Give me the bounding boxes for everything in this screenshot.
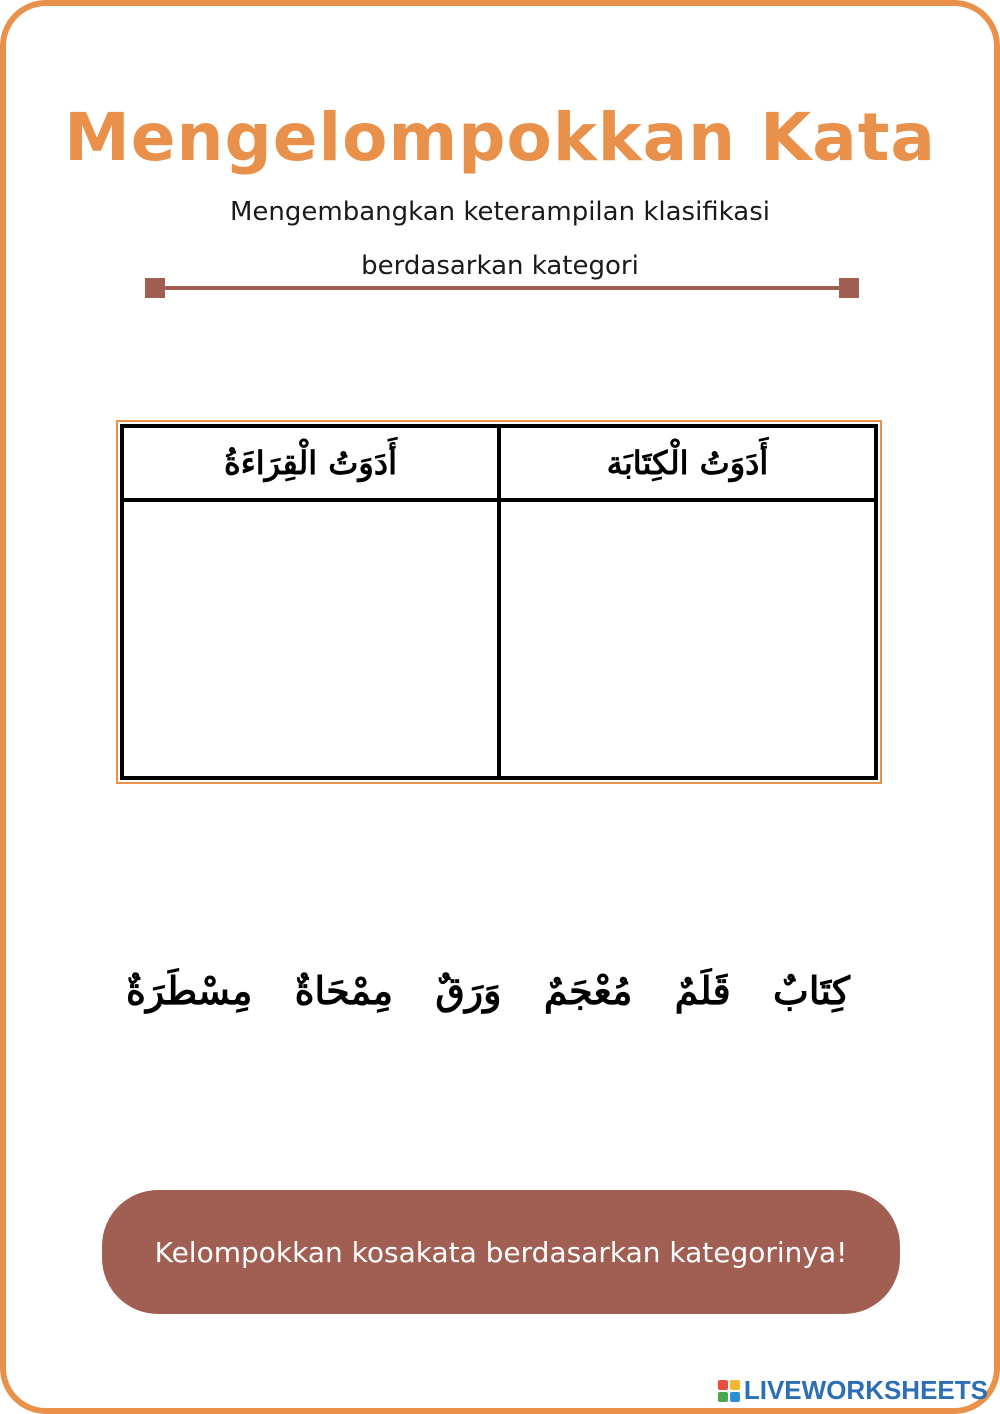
word-bank	[100, 945, 900, 1035]
word-card[interactable]: مِسْطَرَةٌ	[126, 967, 253, 1013]
word-card[interactable]: قَلَمٌ	[674, 967, 731, 1013]
title-divider	[145, 278, 859, 298]
column-header-writing-tools: أَدَوَتُ الْكِتَابَة	[499, 426, 876, 500]
divider-cap-right	[839, 278, 859, 298]
word-card[interactable]: مِمْحَاةٌ	[294, 967, 393, 1013]
instruction-banner	[102, 1190, 900, 1314]
word-card[interactable]: مُعْجَمٌ	[543, 967, 633, 1013]
brand-footer	[718, 1375, 988, 1406]
category-table	[120, 424, 878, 780]
word-card[interactable]: وَرَقٌ	[435, 967, 502, 1013]
page-title: Mengelompokkan Kata	[64, 99, 936, 176]
word-card[interactable]: كِتَابٌ	[773, 967, 850, 1013]
liveworksheets-logo-icon	[718, 1380, 740, 1402]
drop-zone-writing-tools[interactable]	[499, 500, 876, 778]
drop-zone-reading-tools[interactable]	[122, 500, 499, 778]
category-table-frame	[116, 420, 882, 784]
brand-name: LIVEWORKSHEETS	[743, 1375, 988, 1405]
column-header-reading-tools: أَدَوَتُ الْقِرَاءَةُ	[122, 426, 499, 500]
subtitle-line-1: Mengembangkan keterampilan klasifikasi	[230, 197, 770, 227]
subtitle-line-2: berdasarkan kategori	[361, 251, 639, 281]
divider-line	[157, 286, 847, 290]
instruction-text: Kelompokkan kosakata berdasarkan kategorinya!	[154, 1235, 848, 1269]
